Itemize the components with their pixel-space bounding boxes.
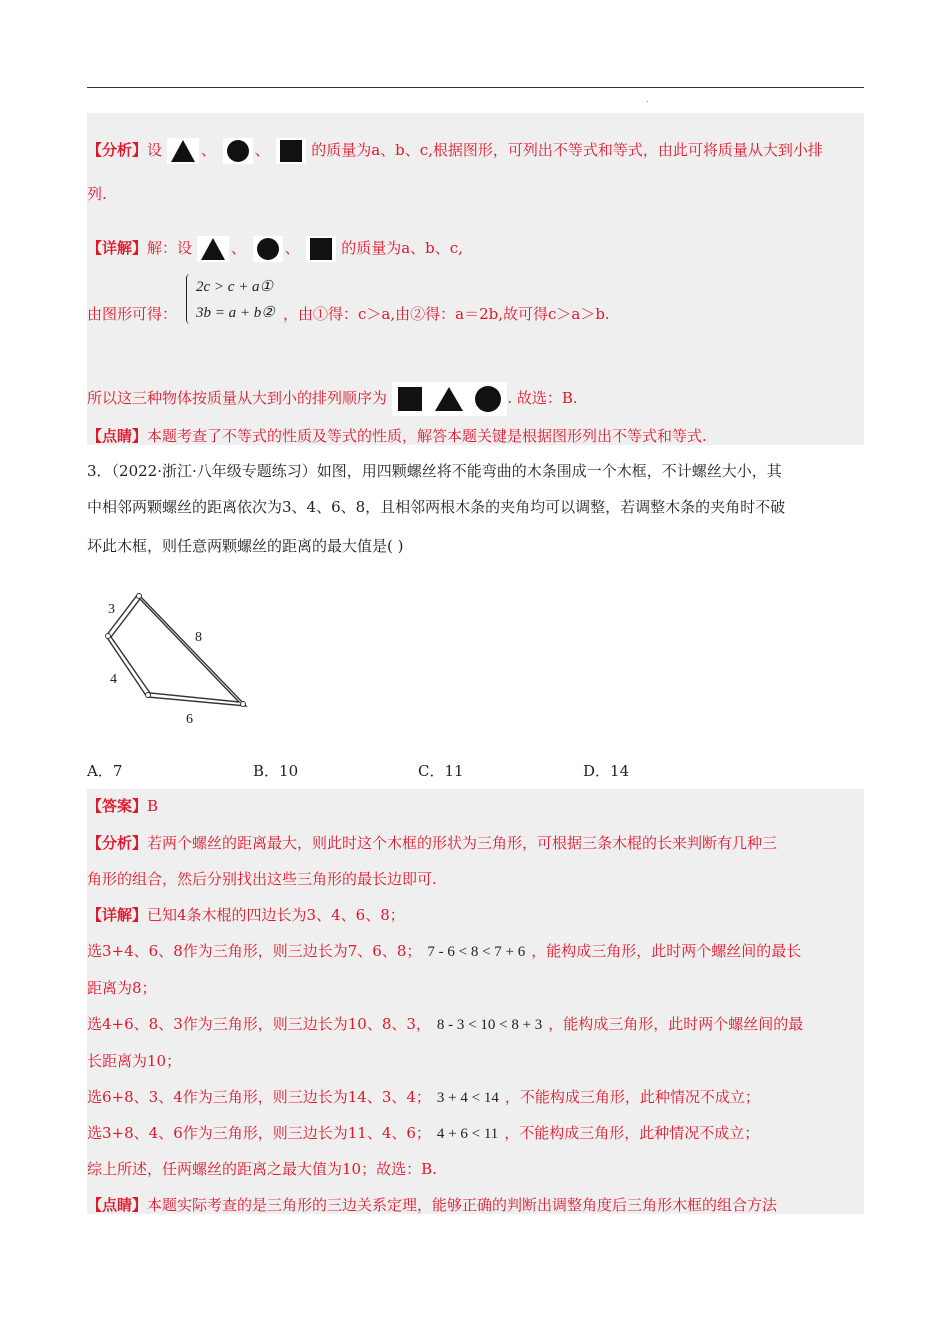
case2-line: 选4+6、8、3作为三角形，则三边长为10、8、3， 8 - 3 < 10 < 8 + 3 ，能构成三角形，此时两个螺丝间的最 xyxy=(87,1015,804,1033)
question3-line2: 中相邻两颗螺丝的距离依次为3、4、6、8，且相邻两根木条的夹角均可以调整，若调整木条的夹角时不破 xyxy=(87,498,786,516)
square-icon xyxy=(398,387,422,411)
question3-line3: 坏此木框，则任意两颗螺丝的距离的最大值是( ) xyxy=(87,537,404,555)
screw-left xyxy=(106,634,111,639)
analysis3-line1: 【分析】若两个螺丝的距离最大，则此时这个木框的形状为三角形，可根据三条木棍的长来判断有几种三 xyxy=(87,834,778,852)
case3-line: 选6+8、3、4作为三角形，则三边长为14、3、4； 3 + 4 < 14 ，不能构成三角形，此种情况不成立； xyxy=(87,1088,760,1106)
detail1-line2: 由图形可得： ，由①得：c＞a,由②得：a＝2b,故可得c＞a＞b. xyxy=(87,305,610,323)
screw-top xyxy=(137,594,142,599)
case1-line2: 距离为8； xyxy=(87,979,157,997)
case1-math: 7 - 6 < 8 < 7 + 6 xyxy=(427,944,526,960)
answer3-value: B xyxy=(147,797,159,815)
label-3: 3 xyxy=(108,602,115,617)
detail1-tag: 【详解】 xyxy=(87,239,148,257)
frame-inner xyxy=(111,599,239,702)
detail1-line1: 【详解】解：设 、 、 的质量为a、b、c, xyxy=(87,236,463,262)
frame-outer xyxy=(106,594,246,706)
equation-1: 2c > c + a① xyxy=(196,279,274,295)
detail1-conclusion: ，由①得：c＞a,由②得：a＝2b,故可得c＞a＞b. xyxy=(283,305,610,323)
detail1-order: 所以这三种物体按质量从大到小的排列顺序为 . 故选：B. xyxy=(87,382,578,416)
label-8: 8 xyxy=(195,630,202,645)
answer3-line: 【答案】B xyxy=(87,797,159,815)
case2-math: 8 - 3 < 10 < 8 + 3 xyxy=(436,1017,543,1033)
case3-math: 3 + 4 < 14 xyxy=(436,1090,499,1106)
option-b[interactable]: B．10 xyxy=(253,762,299,780)
header-rule xyxy=(87,87,864,88)
equation-2: 3b = a + b② xyxy=(196,305,275,321)
analysis1-line2: 列. xyxy=(87,185,107,203)
analysis1-text: 的质量为a、b、c,根据图形，可列出不等式和等式，由此可将质量从大到小排 xyxy=(311,141,823,159)
analysis1-line1: 【分析】设 、 、 的质量为a、b、c,根据图形，可列出不等式和等式，由此可将质量从大到小排 xyxy=(87,138,823,164)
option-d[interactable]: D．14 xyxy=(583,762,630,780)
square-icon xyxy=(306,236,336,262)
label-4: 4 xyxy=(110,672,117,687)
circle-icon xyxy=(475,386,501,412)
question3-line1: 3．（2022·浙江·八年级专题练习）如图，用四颗螺丝将不能弯曲的木条围成一个木框，不计螺丝大小，其 xyxy=(87,462,782,480)
detail1-text: 的质量为a、b、c, xyxy=(341,239,463,257)
point1-line: 【点睛】本题考查了不等式的性质及等式的性质，解答本题关键是根据图形列出不等式和等式. xyxy=(87,427,707,445)
analysis1-tag: 【分析】 xyxy=(87,141,148,159)
case2-line2: 长距离为10； xyxy=(87,1052,182,1070)
square-icon xyxy=(276,138,306,164)
header-dot xyxy=(647,101,648,102)
triangle-icon xyxy=(435,387,463,411)
option-c[interactable]: C．11 xyxy=(418,762,464,780)
wooden-frame-figure xyxy=(100,585,260,735)
option-a[interactable]: A．7 xyxy=(87,762,123,780)
triangle-icon xyxy=(197,236,229,262)
order-icons xyxy=(392,382,508,416)
triangle-icon xyxy=(167,138,199,164)
screw-right xyxy=(241,702,246,707)
screw-bottom xyxy=(146,693,151,698)
case4-line: 选3+8、4、6作为三角形，则三边长为11、4、6； 4 + 6 < 11 ，不能构成三角形，此种情况不成立； xyxy=(87,1124,760,1142)
analysis3-line2: 角形的组合，然后分别找出这些三角形的最长边即可. xyxy=(87,870,437,888)
case4-math: 4 + 6 < 11 xyxy=(436,1126,499,1142)
label-6: 6 xyxy=(186,712,193,727)
detail3-line0: 【详解】已知4条木棍的四边长为3、4、6、8； xyxy=(87,906,405,924)
point3-line: 【点睛】本题实际考查的是三角形的三边关系定理，能够正确的判断出调整角度后三角形木框的组合方法 xyxy=(87,1196,778,1214)
summary-line: 综上所述，任两螺丝的距离之最大值为10；故选：B. xyxy=(87,1160,437,1178)
circle-icon xyxy=(223,138,253,164)
circle-icon xyxy=(253,236,283,262)
case1-line: 选3+4、6、8作为三角形，则三边长为7、6、8； 7 - 6 < 8 < 7 + 6 ，能构成三角形，此时两个螺丝间的最长 xyxy=(87,942,802,960)
